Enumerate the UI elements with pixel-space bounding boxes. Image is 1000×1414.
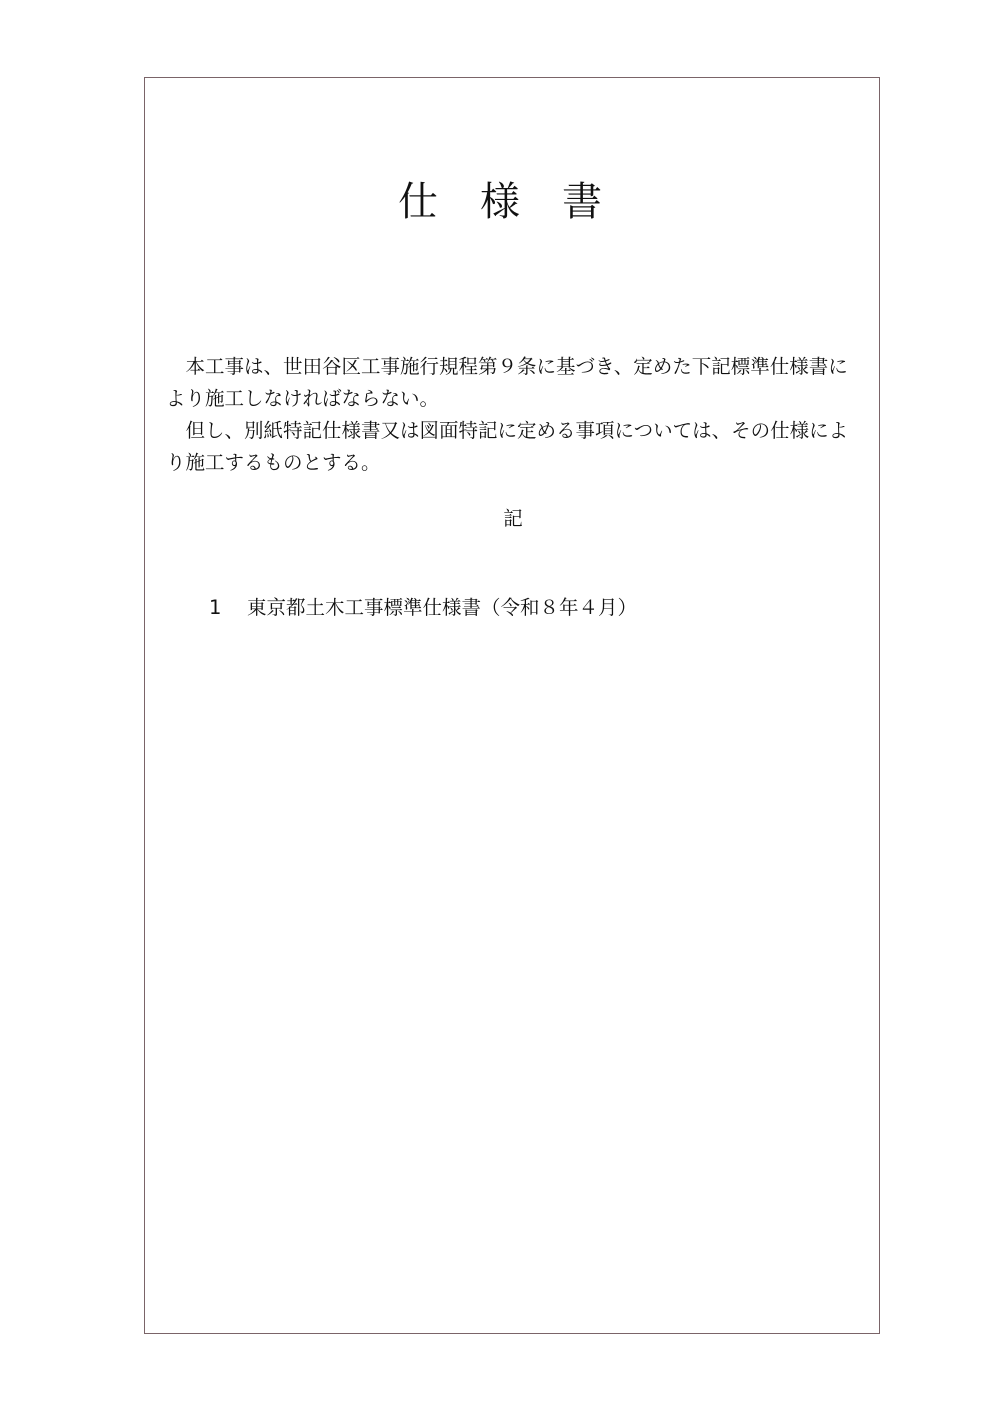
ki-heading: 記	[503, 507, 523, 530]
body-paragraph-2: 但し、別紙特記仕様書又は図面特記に定める事項については、その仕様により施工するものとする。	[166, 419, 849, 474]
list-item-number: 1	[209, 596, 222, 619]
page-border-frame	[144, 77, 880, 1334]
body-paragraph-1: 本工事は、世田谷区工事施行規程第９条に基づき、定めた下記標準仕様書により施工しなければならない。	[166, 355, 848, 410]
list-item-text: 東京都土木工事標準仕様書（令和８年４月）	[247, 596, 638, 619]
document-title: 仕様書	[398, 179, 644, 225]
list-item	[209, 594, 637, 622]
document-body	[166, 351, 866, 479]
